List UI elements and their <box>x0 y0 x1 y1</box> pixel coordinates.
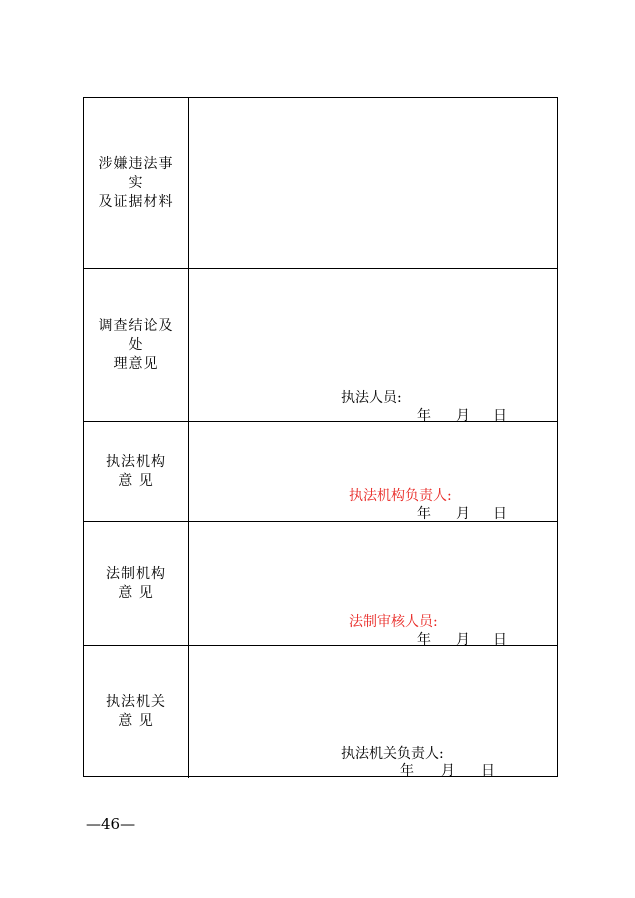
date-year: 年 <box>400 763 414 779</box>
label-cell <box>84 269 189 421</box>
content-field-legal-agency-opinion[interactable] <box>189 522 557 648</box>
signature-label-highlight: 执法机构负责人: <box>349 488 452 504</box>
row-illegal-facts <box>84 98 557 269</box>
row-legal-agency-opinion <box>84 522 557 646</box>
label-cell <box>84 422 189 521</box>
row-label-line1: 法制机构 <box>106 565 166 582</box>
signature-label-highlight: 法制审核人员: <box>349 614 438 630</box>
row-label-line1: 执法机构 <box>106 453 166 470</box>
date-year: 年 <box>417 506 431 522</box>
signature-label: 执法机关负责人: <box>341 746 444 762</box>
date-month: 月 <box>456 632 470 648</box>
row-label-line1: 执法机关 <box>106 694 166 710</box>
date-day: 日 <box>493 632 507 648</box>
content-field-enforcement-agency-opinion[interactable] <box>189 422 557 521</box>
label-cell <box>84 98 189 268</box>
date-day: 日 <box>481 763 495 779</box>
date-day: 日 <box>493 408 507 424</box>
content-field-enforcement-authority-opinion[interactable] <box>189 646 557 778</box>
date-year: 年 <box>417 408 431 424</box>
signature-label: 执法人员: <box>341 390 402 406</box>
row-label-line2: 意 见 <box>118 584 154 601</box>
row-label-line2: 理意见 <box>113 355 159 372</box>
label-cell <box>84 646 189 778</box>
row-label-line2: 意 见 <box>118 472 154 489</box>
row-label-line1: 涉嫌违法事实 <box>98 155 174 191</box>
label-cell <box>84 522 189 645</box>
date-month: 月 <box>456 408 470 424</box>
date-year: 年 <box>417 632 431 648</box>
row-enforcement-agency-opinion <box>84 422 557 522</box>
row-label-line2: 意 见 <box>118 713 154 729</box>
content-field-illegal-facts[interactable] <box>189 98 557 268</box>
row-label-line2: 及证据材料 <box>98 193 174 210</box>
date-month: 月 <box>441 763 455 779</box>
date-month: 月 <box>456 506 470 522</box>
page-number: —46— <box>86 815 136 833</box>
row-label-line1: 调查结论及处 <box>98 317 174 353</box>
row-enforcement-authority-opinion <box>84 646 557 778</box>
date-day: 日 <box>493 506 507 522</box>
row-investigation-conclusion <box>84 269 557 422</box>
approval-form-table <box>83 97 558 777</box>
content-field-investigation-conclusion[interactable] <box>189 269 557 424</box>
